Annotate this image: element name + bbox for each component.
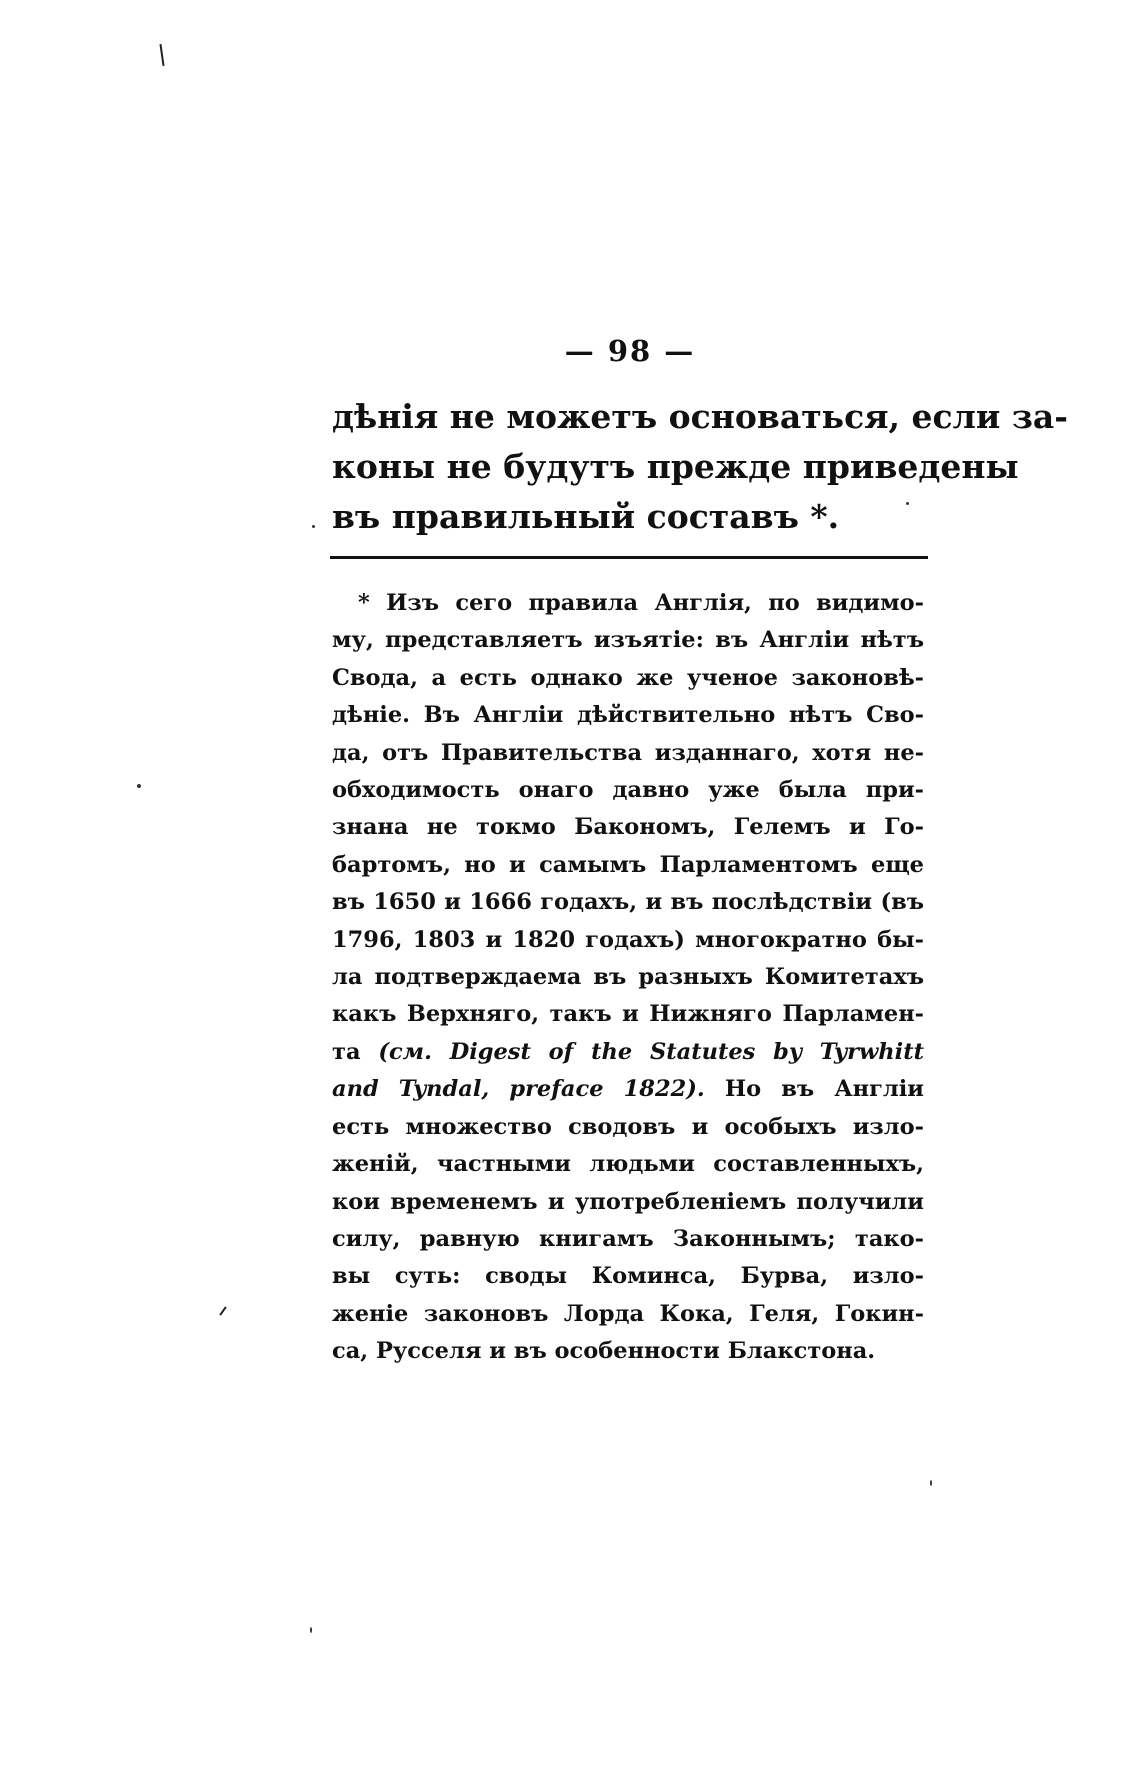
footnote-line: въ 1650 и 1666 годахъ, и въ послѣдствіи (въ [332,889,924,916]
scan-mark [159,44,164,66]
footnote-line: есть множество сводовъ и особыхъ изло- [332,1113,924,1140]
scan-speck [310,1627,312,1633]
scan-speck [930,1480,932,1486]
footnote-line: да, отъ Правительства изданнаго, хотя не- [332,739,924,766]
footnote-text: Но въ Англіи [704,1076,924,1103]
footnote-line: вы суть: своды Коминса, Бурва, изло- [332,1263,924,1290]
footnote-line: женій, частными людьми составленныхъ, [332,1151,924,1178]
footnote-line: дѣніе. Въ Англіи дѣйствительно нѣтъ Сво- [332,702,924,729]
footnote-line: женіе законовъ Лорда Кока, Геля, Гокин- [332,1300,924,1327]
scan-speck [137,784,141,788]
main-text-line: коны не будутъ прежде приведены [332,447,1019,486]
footnote-line: бартомъ, но и самымъ Парламентомъ еще [332,851,924,878]
citation-italic: (см. Digest of the Statutes by Tyrwhitt [378,1038,925,1065]
footnote-line: * Изъ сего правила Англія, по видимо- [358,590,924,616]
main-text-line: дѣнія не можетъ основаться, если за- [332,397,1068,436]
footnote-line: кои временемъ и употребленіемъ получили [332,1188,924,1215]
footnote-text: та [332,1038,379,1065]
footnote-line: му, представляетъ изъятіе: въ Англіи нѣтъ [332,627,924,654]
page-number: — 98 — [564,334,696,368]
footnote-line: какъ Верхняго, такъ и Нижняго Парламен- [332,1001,924,1028]
footnote-line: ла подтверждаема въ разныхъ Комитетахъ [332,964,924,991]
footnote-line-citation-end [332,1071,924,1108]
footnote-line: 1796, 1803 и 1820 годахъ) многократно бы- [332,926,924,953]
footnote-line: обходимость онаго давно уже была при- [332,777,924,804]
citation-italic: and Tyndal, preface 1822). [332,1076,705,1103]
footnote [332,585,924,1371]
scan-speck [312,525,315,528]
main-text [332,392,1068,542]
footnote-divider [330,556,928,559]
main-text-line: въ правильный составъ *. [332,497,840,536]
footnote-line: Свода, а есть однако же ученое законовѣ- [332,664,924,691]
footnote-line: знана не токмо Бакономъ, Гелемъ и Го- [332,814,924,841]
footnote-line: са, Русселя и въ особенности Блакстона. [332,1338,876,1365]
footnote-line-citation-start [332,1034,924,1071]
scan-mark [219,1306,226,1315]
footnote-line: силу, равную книгамъ Законнымъ; тако- [332,1225,924,1252]
